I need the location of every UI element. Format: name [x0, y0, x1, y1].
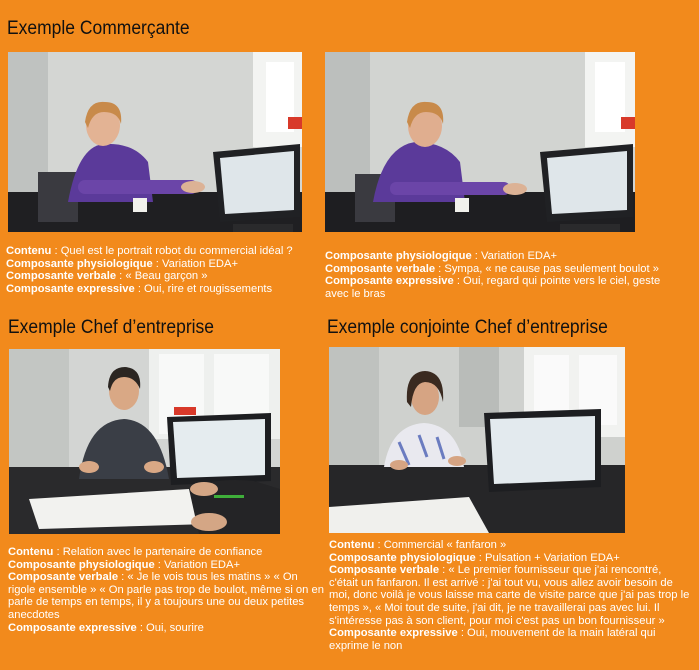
caption-line: Composante verbale : Sympa, « ne cause pas seulement boulot »	[325, 262, 659, 275]
caption-line: Contenu : Commercial « fanfaron »	[329, 539, 507, 551]
section-title-chef-entreprise: Exemple Chef d’entreprise	[8, 317, 214, 338]
caption-line: Composante expressive : Oui, sourire	[8, 621, 204, 634]
caption-line: Composante expressive : Oui, regard qui pointe vers le ciel, geste avec le bras	[325, 275, 661, 300]
caption-conjointe-chef-entreprise	[329, 539, 691, 652]
caption-line: Composante physiologique : Pulsation + Variation EDA+	[329, 551, 620, 564]
section-title-commercante: Exemple Commerçante	[7, 18, 190, 39]
caption-line: Composante physiologique : Variation EDA+	[325, 250, 557, 262]
video-still-commercante-laughing	[8, 52, 302, 232]
caption-line: Composante physiologique : Variation EDA+	[6, 257, 238, 270]
section-title-conjointe-chef-entreprise: Exemple conjointe Chef d’entreprise	[327, 317, 608, 338]
caption-line: Contenu : Quel est le portrait robot du commercial idéal ?	[6, 245, 293, 257]
caption-line: Contenu : Relation avec le partenaire de confiance	[8, 546, 263, 558]
video-still-chef-entreprise	[9, 349, 280, 534]
caption-line: Composante verbale : « Le premier fournisseur que j'ai rencontré, c'était un fanfaron. Il est arrivé : j'ai tout vu, vous allez avoir besoin de moi, donc voilà je vous laisse ma carte de visite parce que j'ai pas trop le temps », « Moi tout de suite, j'ai dit, je ne travaillerai pas avec lui. Il s'intéresse pas à son client, pour moi c'est pas un bon fournisseur »	[329, 564, 690, 627]
caption-line: Composante verbale : « Beau garçon »	[6, 270, 208, 283]
video-still-commercante-looking-up	[325, 52, 635, 232]
caption-commercante-looking-up	[325, 250, 695, 300]
caption-line: Composante verbale : « Je le vois tous les matins » « On rigole ensemble » « On parle pas trop de boulot, même si on en parle de temps en temps, il y a toujours une ou deux petites anecdotes	[8, 571, 324, 621]
caption-line: Composante physiologique : Variation EDA+	[8, 558, 240, 571]
caption-line: Composante expressive : Oui, mouvement de la main latéral qui exprime le non	[329, 627, 656, 652]
caption-chef-entreprise	[8, 546, 326, 634]
video-still-conjointe-chef-entreprise	[329, 347, 625, 533]
caption-line: Composante expressive : Oui, rire et rougissements	[6, 282, 273, 295]
caption-commercante-laughing	[6, 245, 322, 295]
